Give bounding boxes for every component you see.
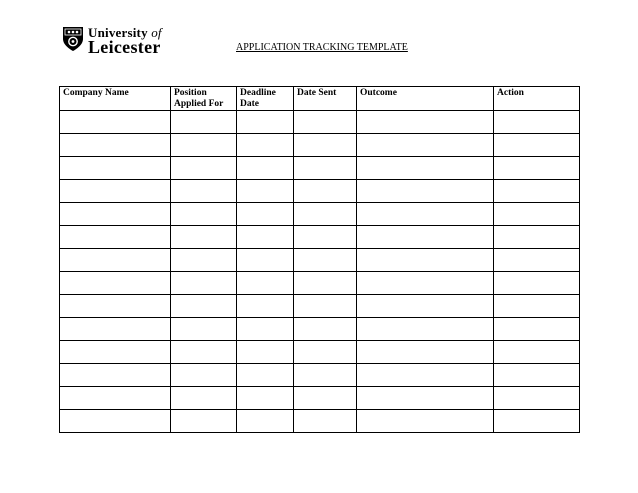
- position-cell[interactable]: [171, 203, 237, 226]
- deadline-date-cell[interactable]: [237, 180, 294, 203]
- column-header-company-name: Company Name: [60, 87, 171, 111]
- action-cell[interactable]: [494, 249, 580, 272]
- position-cell[interactable]: [171, 364, 237, 387]
- date-sent-cell[interactable]: [294, 180, 357, 203]
- outcome-cell[interactable]: [357, 341, 494, 364]
- action-cell[interactable]: [494, 364, 580, 387]
- action-cell[interactable]: [494, 341, 580, 364]
- action-cell[interactable]: [494, 387, 580, 410]
- outcome-cell[interactable]: [357, 272, 494, 295]
- date-sent-cell[interactable]: [294, 249, 357, 272]
- company-name-cell[interactable]: [60, 295, 171, 318]
- outcome-cell[interactable]: [357, 249, 494, 272]
- column-header-date-sent: Date Sent: [294, 87, 357, 111]
- company-name-cell[interactable]: [60, 341, 171, 364]
- action-cell[interactable]: [494, 295, 580, 318]
- position-cell[interactable]: [171, 226, 237, 249]
- date-sent-cell[interactable]: [294, 226, 357, 249]
- outcome-cell[interactable]: [357, 226, 494, 249]
- table-row: [60, 111, 580, 134]
- outcome-cell[interactable]: [357, 180, 494, 203]
- company-name-cell[interactable]: [60, 111, 171, 134]
- position-cell[interactable]: [171, 272, 237, 295]
- deadline-date-cell[interactable]: [237, 157, 294, 180]
- action-cell[interactable]: [494, 180, 580, 203]
- company-name-cell[interactable]: [60, 180, 171, 203]
- table-row: [60, 295, 580, 318]
- outcome-cell[interactable]: [357, 318, 494, 341]
- outcome-cell[interactable]: [357, 111, 494, 134]
- position-cell[interactable]: [171, 249, 237, 272]
- column-header-position-applied-for: Position Applied For: [171, 87, 237, 111]
- company-name-cell[interactable]: [60, 272, 171, 295]
- deadline-date-cell[interactable]: [237, 341, 294, 364]
- table-row: [60, 410, 580, 433]
- date-sent-cell[interactable]: [294, 157, 357, 180]
- position-cell[interactable]: [171, 157, 237, 180]
- deadline-date-cell[interactable]: [237, 364, 294, 387]
- outcome-cell[interactable]: [357, 364, 494, 387]
- column-header-outcome: Outcome: [357, 87, 494, 111]
- table-row: [60, 157, 580, 180]
- date-sent-cell[interactable]: [294, 364, 357, 387]
- university-crest-icon: [62, 26, 84, 52]
- date-sent-cell[interactable]: [294, 318, 357, 341]
- company-name-cell[interactable]: [60, 157, 171, 180]
- position-cell[interactable]: [171, 295, 237, 318]
- position-cell[interactable]: [171, 410, 237, 433]
- company-name-cell[interactable]: [60, 203, 171, 226]
- table-row: [60, 341, 580, 364]
- deadline-date-cell[interactable]: [237, 272, 294, 295]
- action-cell[interactable]: [494, 318, 580, 341]
- deadline-date-cell[interactable]: [237, 387, 294, 410]
- table-row: [60, 226, 580, 249]
- company-name-cell[interactable]: [60, 410, 171, 433]
- company-name-cell[interactable]: [60, 134, 171, 157]
- column-header-deadline-date: Deadline Date: [237, 87, 294, 111]
- table-row: [60, 387, 580, 410]
- date-sent-cell[interactable]: [294, 203, 357, 226]
- position-cell[interactable]: [171, 318, 237, 341]
- company-name-cell[interactable]: [60, 249, 171, 272]
- company-name-cell[interactable]: [60, 364, 171, 387]
- company-name-cell[interactable]: [60, 226, 171, 249]
- action-cell[interactable]: [494, 111, 580, 134]
- table-row: [60, 364, 580, 387]
- position-cell[interactable]: [171, 134, 237, 157]
- company-name-cell[interactable]: [60, 387, 171, 410]
- position-cell[interactable]: [171, 180, 237, 203]
- position-cell[interactable]: [171, 111, 237, 134]
- deadline-date-cell[interactable]: [237, 410, 294, 433]
- table-row: [60, 180, 580, 203]
- position-cell[interactable]: [171, 341, 237, 364]
- document-title: APPLICATION TRACKING TEMPLATE: [236, 42, 408, 53]
- deadline-date-cell[interactable]: [237, 111, 294, 134]
- table-row: [60, 318, 580, 341]
- date-sent-cell[interactable]: [294, 410, 357, 433]
- position-cell[interactable]: [171, 387, 237, 410]
- date-sent-cell[interactable]: [294, 134, 357, 157]
- outcome-cell[interactable]: [357, 295, 494, 318]
- deadline-date-cell[interactable]: [237, 318, 294, 341]
- header-row: [60, 87, 580, 111]
- logo-wordmark-line1: University of: [88, 25, 162, 40]
- deadline-date-cell[interactable]: [237, 134, 294, 157]
- action-cell[interactable]: [494, 410, 580, 433]
- action-cell[interactable]: [494, 203, 580, 226]
- application-tracking-table: [59, 86, 580, 433]
- outcome-cell[interactable]: [357, 157, 494, 180]
- table-row: [60, 272, 580, 295]
- university-logo: [62, 25, 182, 57]
- outcome-cell[interactable]: [357, 203, 494, 226]
- action-cell[interactable]: [494, 157, 580, 180]
- action-cell[interactable]: [494, 226, 580, 249]
- action-cell[interactable]: [494, 272, 580, 295]
- outcome-cell[interactable]: [357, 410, 494, 433]
- company-name-cell[interactable]: [60, 318, 171, 341]
- table-header: [60, 87, 580, 111]
- deadline-date-cell[interactable]: [237, 249, 294, 272]
- action-cell[interactable]: [494, 134, 580, 157]
- date-sent-cell[interactable]: [294, 295, 357, 318]
- deadline-date-cell[interactable]: [237, 203, 294, 226]
- date-sent-cell[interactable]: [294, 272, 357, 295]
- column-header-action: Action: [494, 87, 580, 111]
- date-sent-cell[interactable]: [294, 387, 357, 410]
- table-row: [60, 203, 580, 226]
- date-sent-cell[interactable]: [294, 341, 357, 364]
- logo-wordmark-line2: Leicester: [88, 37, 161, 57]
- deadline-date-cell[interactable]: [237, 226, 294, 249]
- table-body: [60, 111, 580, 433]
- table-row: [60, 249, 580, 272]
- outcome-cell[interactable]: [357, 387, 494, 410]
- outcome-cell[interactable]: [357, 134, 494, 157]
- date-sent-cell[interactable]: [294, 111, 357, 134]
- deadline-date-cell[interactable]: [237, 295, 294, 318]
- table-row: [60, 134, 580, 157]
